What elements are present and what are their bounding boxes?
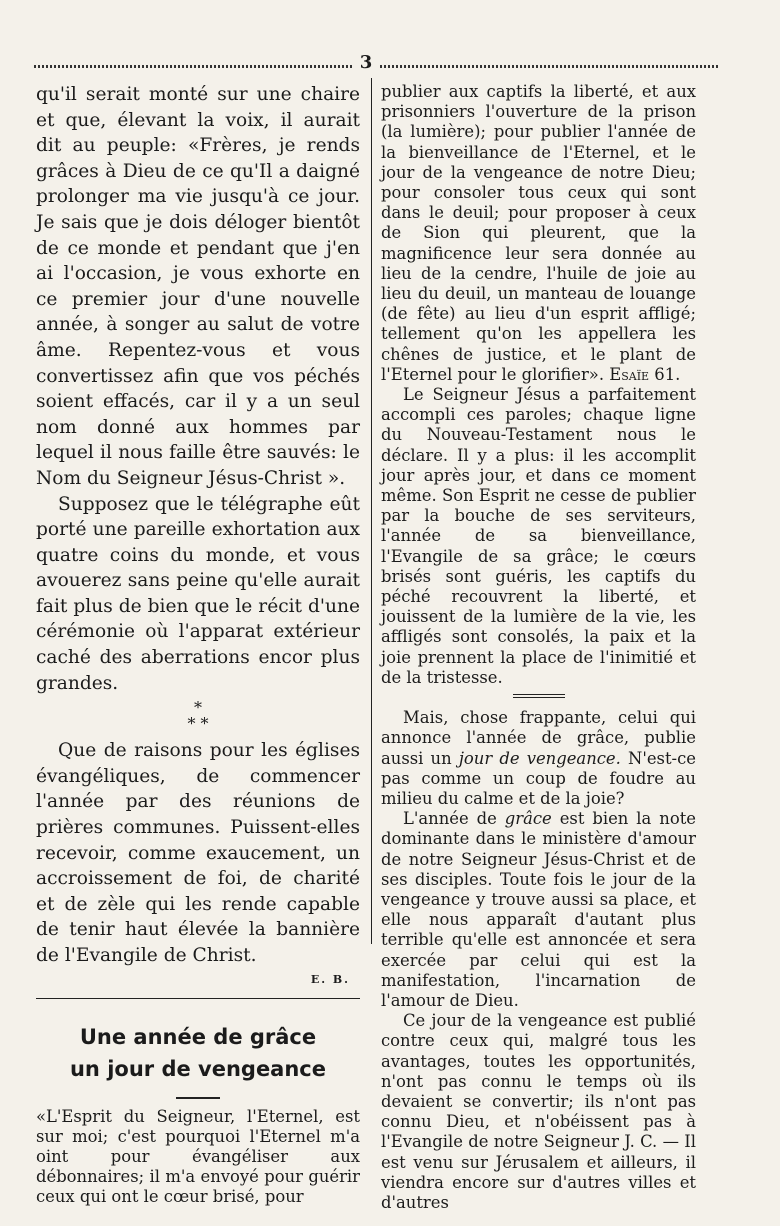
asterism-bottom: * * (187, 714, 209, 734)
header-rule-left (34, 65, 352, 68)
paragraph: Supposez que le télégraphe eût porté une pareille exhortation aux quatre coins du monde, et vous avouerez sans peine qu'elle aurait fait plus de bien que le récit d'une cérémonie où l'apparat extérieur caché des aberrations encor plus grandes. (36, 493, 360, 694)
emphasis: jour de vengeance. (458, 748, 621, 768)
page-header (34, 52, 746, 76)
quote-text: publier aux captifs la liberté, et aux prisonniers l'ouverture de la prison (la lumière); pour publier l'année de la bienveillance de l'Eternel, et le jour de la vengeance de notre Dieu; pour consoler tous ceux qui sont dans le deuil; pour proposer à ceux de Sion qui pleurent, que la magnificence leur sera donnée au lieu de la cendre, l'huile de joie au lieu du deuil, un manteau de louange (de fête) au lieu d'un esprit affligé; tellement qu'on les appellera les chênes de justice, et le plant de l'Eternel pour le glorifier». (381, 82, 696, 384)
paragraph: Ce jour de la vengeance est publié contre ceux qui, malgré tous les avantages, toutes les opportunités, n'ont pas connu le temps où ils devaient se convertir; ils n'ont pas connu Dieu, et n'obéissent pas à l'Evangile de notre Seigneur J. C. — Il est venu sur Jérusalem et ailleurs, il viendra encore sur d'autres villes et d'autres (381, 1011, 696, 1212)
paragraph (381, 809, 696, 1011)
text: est bien la note dominante dans le ministère d'amour de notre Seigneur Jésus-Christ et de ses disciples. Toute fois le jour de la vengeance y trouve aussi sa place, et elle nous apparaît d'autant plus terrible qu'elle est annoncée et sera exercée par celui qui est la manifestation, l'incarnation de l'amour de Dieu. (381, 809, 696, 1010)
header-rule-right (380, 65, 718, 68)
emphasis: grâce (504, 809, 552, 829)
paragraph: «L'Esprit du Seigneur, l'Eternel, est sur moi; c'est pourquoi l'Eternel m'a oint pour évangéliser aux débonnaires; il m'a envoyé pour guérir ceux qui ont le cœur brisé, pour (36, 1106, 360, 1207)
text: Mais, chose frappante, celui qui annonce l'année de grâce, publie aussi un (381, 708, 696, 768)
asterism-top: * (194, 698, 202, 718)
left-column (36, 82, 360, 1208)
paragraph: qu'il serait monté sur une chaire et que, élevant la voix, il aurait dit au peuple: «Frères, je rends grâces à Dieu de ce qu'Il a daigné prolonger ma vie jusqu'à ce jour. Je sais que je dois déloger bientôt de ce monde et pendant que j'en ai l'occasion, je vous exhorte en ce premier jour d'une nouvelle année, à songer au salut de votre âme. Repentez-vous et vous convertissez afin que vos péchés soient effacés, car il y a un seul nom donné aux hommes par lequel il nous faille être sauvés: le Nom du Seigneur Jésus-Christ ». (36, 84, 360, 489)
text: N'est-ce pas comme un coup de foudre au milieu du calme et de la joie? (381, 748, 696, 808)
article-title-line1: Une année de grâce (79, 1024, 317, 1049)
signature: E. B. (310, 972, 350, 986)
section-rule (36, 998, 360, 999)
paragraph: Que de raisons pour les églises évangéliques, de commencer l'année par des réunions de prières communes. Puissent-elles recevoir, comme exaucement, un accroissement de foi, de charité et de zèle qui les rende capable de tenir haut élevée la bannière de l'Evangile de Christ. (36, 740, 360, 966)
column-divider (371, 78, 372, 944)
asterism (36, 700, 360, 732)
page-number: 3 (359, 52, 373, 73)
right-column (381, 82, 696, 1213)
paragraph (381, 708, 696, 809)
article-title (36, 1021, 360, 1085)
scripture-reference: Esaïe 61. (609, 364, 681, 384)
double-dash (513, 694, 565, 698)
article-title-line2: un jour de vengeance (69, 1056, 326, 1081)
text: L'année de (403, 809, 505, 829)
title-dash (176, 1097, 220, 1099)
paragraph (381, 82, 696, 385)
paragraph: Le Seigneur Jésus a parfaitement accompli ces paroles; chaque ligne du Nouveau-Testament nous le déclare. Il y a plus: il les accomplit jour après jour, et dans ce moment même. Son Esprit ne cesse de publier par la bouche de ses serviteurs, l'année de sa bienveillance, l'Evangile de sa grâce; le cœurs brisés sont guéris, les captifs du péché recouvrent la liberté, et jouissent de la lumière de la vie, les affligés sont consolés, la paix et la joie prennent la place de l'inimitié et de la tristesse. (381, 385, 696, 687)
